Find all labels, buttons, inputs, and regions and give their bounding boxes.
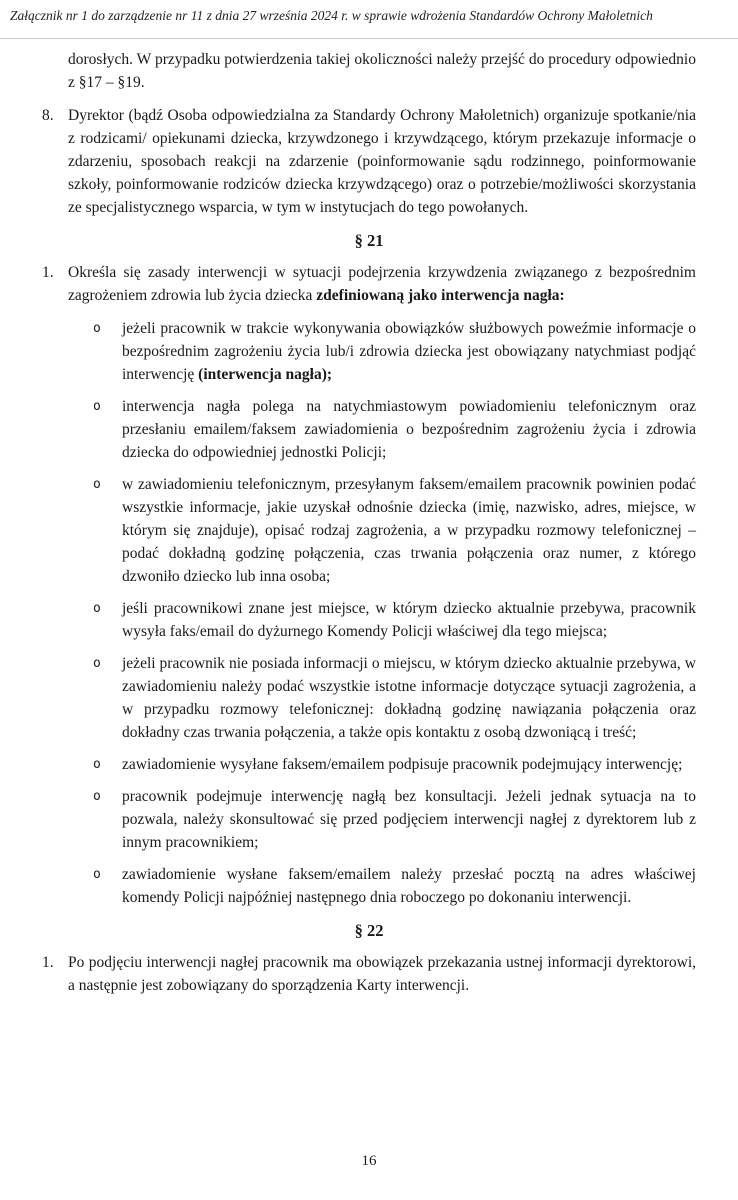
bullet-item	[93, 863, 696, 909]
header-text: Załącznik nr 1 do zarządzenie nr 11 z dnia 27 września 2024 r. w sprawie wdrożenia Standardów Ochrony Małoletnich	[10, 8, 653, 23]
bullet-marker: o	[93, 321, 101, 336]
bullet-item	[93, 785, 696, 854]
bullet-text-bold: (interwencja nagła);	[198, 366, 333, 383]
bullet-marker: o	[93, 789, 101, 804]
bullet-marker: o	[93, 399, 101, 414]
bullet-text: jeżeli pracownik nie posiada informacji o miejscu, w którym dziecko aktualnie przebywa, w zawiadomieniu należy podać wszystkie istotne informacje dotyczące sytuacji zagrożenia, a w przypadku rozmowy telefonicznej: dokładną godzinę nawiązania połączenia oraz dokładny czas trwania połączenia, a także opis kontaktu z osobą dzwoniącą i treść;	[122, 655, 696, 741]
bullet-item	[93, 395, 696, 464]
section-heading-21: § 21	[354, 231, 384, 250]
list-number: 8.	[42, 107, 54, 124]
bullet-marker: o	[93, 656, 101, 671]
list-item-text: Po podjęciu interwencji nagłej pracownik ma obowiązek przekazania ustnej informacji dyrektorowi, a następnie jest zobowiązany do sporządzenia Karty interwencji.	[68, 954, 696, 994]
section-heading-22: § 22	[354, 921, 384, 940]
list-item-text-bold: zdefiniowaną jako interwencja nagła:	[316, 287, 565, 304]
bullet-item	[93, 473, 696, 588]
document-body	[42, 48, 696, 1007]
list-number: 1.	[42, 264, 54, 281]
bullet-text: zawiadomienie wysłane faksem/emailem należy przesłać pocztą na adres właściwej komendy Policji najpóźniej następnego dnia roboczego po dokonaniu interwencji.	[122, 866, 696, 906]
numbered-item-1-s22	[42, 951, 696, 997]
bullet-text: jeśli pracownikowi znane jest miejsce, w którym dziecko aktualnie przebywa, pracownik wysyła faks/email do dyżurnego Komendy Policji właściwej dla tego miejsca;	[122, 600, 696, 640]
bullet-item	[93, 652, 696, 744]
bullet-text: interwencja nagła polega na natychmiastowym powiadomieniu telefonicznym oraz przesłaniu emailem/faksem zawiadomienia o bezpośrednim zagrożeniu życia i zdrowia dziecka do odpowiedniej jednostki Policji;	[122, 398, 696, 461]
bullet-text: zawiadomienie wysyłane faksem/emailem podpisuje pracownik podejmujący interwencję;	[122, 756, 683, 773]
numbered-item-1-s21	[42, 261, 696, 307]
list-number: 1.	[42, 954, 54, 971]
bullet-item	[93, 597, 696, 643]
page-number: 16	[361, 1153, 377, 1169]
bullet-text: w zawiadomieniu telefonicznym, przesyłanym faksem/emailem pracownik powinien podać wszystkie informacje, jakie uzyskał odnośnie dziecka (imię, nazwisko, adres, miejsce, w którym się znajduje), opisać rodzaj zagrożenia, a w przypadku rozmowy telefonicznej – podać dokładną godzinę połączenia, czas trwania połączenia oraz numer, z którego dzwoniło dziecko lub inna osoba;	[122, 476, 696, 585]
bullet-item	[93, 317, 696, 386]
bullet-marker: o	[93, 757, 101, 772]
list-item-text: Dyrektor (bądź Osoba odpowiedzialna za Standardy Ochrony Małoletnich) organizuje spotkanie/nia z rodzicami/ opiekunami dziecka, krzywdzonego i krzywdzącego, którym przekazuje informacje o zdarzeniu, sposobach reakcji na zdarzenie (poinformowanie sądu rodzinnego, poinformowanie szkoły, poinformowanie rodziców dziecka krzywdzącego) oraz o potrzebie/możliwości skorzystania ze specjalistycznego wsparcia, w tym w instytucjach do tego powołanych.	[68, 107, 696, 216]
bullet-item	[93, 753, 696, 776]
bullet-text: jeżeli pracownik w trakcie wykonywania obowiązków służbowych poweźmie informacje o bezpośrednim zagrożeniu życia lub/i zdrowia dziecka jest obowiązany natychmiast podjąć interwencję	[122, 320, 696, 383]
header-divider	[0, 38, 738, 39]
list-item-text: Określa się zasady interwencji w sytuacji podejrzenia krzywdzenia związanego z bezpośrednim zagrożeniem zdrowia lub życia dziecka	[68, 264, 696, 304]
bullet-marker: o	[93, 867, 101, 882]
numbered-item-8	[42, 104, 696, 219]
bullet-marker: o	[93, 601, 101, 616]
bullet-marker: o	[93, 477, 101, 492]
page-footer	[0, 1150, 738, 1172]
bullet-text: pracownik podejmuje interwencję nagłą bez konsultacji. Jeżeli jednak sytuacja na to pozwala, należy skonsultować się przed podjęciem interwencji nagłej z dyrektorem lub z innym pracownikiem;	[122, 788, 696, 851]
paragraph-continuation: dorosłych. W przypadku potwierdzenia takiej okoliczności należy przejść do procedury odpowiednio z §17 – §19.	[68, 51, 696, 91]
page-header	[10, 7, 726, 25]
